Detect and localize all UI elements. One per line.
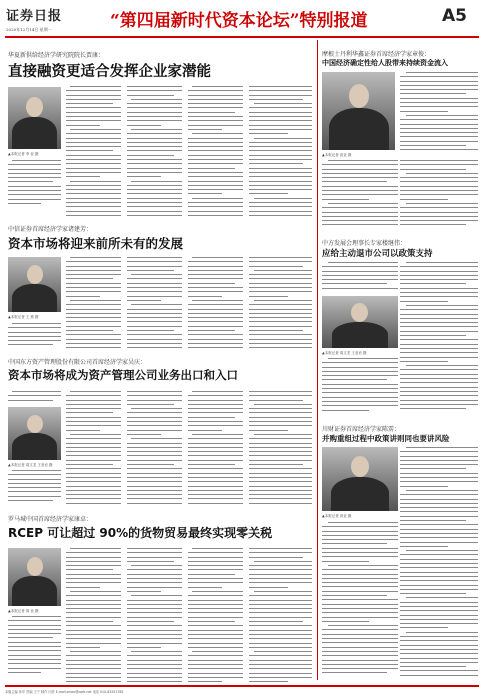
article-title: 直接融资更适合发挥企业家潜能 — [8, 64, 211, 80]
article-body-column — [188, 257, 243, 351]
column-divider — [317, 40, 318, 680]
portrait-photo — [8, 548, 61, 606]
article-lead: 中方发展会理事长专家楼继伟： — [322, 240, 407, 247]
article-body-column — [322, 160, 398, 230]
article-body-column — [400, 262, 478, 418]
article-body-column — [127, 257, 182, 351]
article-body-column — [188, 86, 243, 218]
article-lead: 中国东方资产管理股份有限公司首席经济学家吴庆： — [8, 359, 147, 366]
newspaper-logo: 证券日报 — [6, 9, 63, 24]
article-body-column — [188, 548, 243, 682]
article-lead: 中信证券首席经济学家诸建芳： — [8, 226, 93, 233]
photo-caption: ▲本报记者 高亚 摄 — [322, 514, 352, 518]
article-body-column — [400, 447, 478, 682]
photo-caption: ▲本报记者 周 亚 摄 — [8, 609, 39, 613]
article-lead: 川财证券首席经济学家陈雳： — [322, 426, 401, 433]
article-lead: 华夏新供给经济学研究院院长贾康： — [8, 52, 105, 59]
article-body-column — [188, 391, 243, 506]
article-body-column — [66, 257, 121, 351]
article-lead: 罗马城中国首席经济学家康卓： — [8, 516, 93, 523]
masthead — [0, 0, 484, 40]
article-body-column — [127, 86, 182, 218]
article-title: RCEP 可让超过 90%的货物贸易最终实现零关税 — [8, 526, 273, 540]
portrait-photo — [8, 87, 61, 149]
article-title: 资本市场将成为资产管理公司业务出口和入口 — [8, 368, 238, 382]
article-body-column — [8, 391, 61, 405]
article-body-column — [249, 86, 312, 218]
portrait-photo — [322, 72, 395, 150]
article-body-column — [322, 522, 398, 682]
article-body-column — [66, 391, 121, 506]
article-body-column — [249, 257, 312, 351]
photo-caption: ▲本报记者 周文龙 王亚岩 摄 — [8, 463, 53, 467]
article-body-column — [66, 548, 121, 682]
page-number: A5 — [442, 6, 467, 26]
article-body-column — [322, 262, 398, 294]
article-body-column — [8, 470, 61, 506]
article-title: 并购重组过程中政策讲则同也要讲风险 — [322, 434, 450, 443]
article-title: 中国经济确定性给人股带来持续资金流入 — [322, 59, 448, 67]
header-rule — [5, 36, 479, 38]
article-body-column — [127, 391, 182, 506]
portrait-photo — [322, 296, 398, 348]
issue-date: 2020年12月14日 星期一 — [6, 27, 52, 32]
article-title: 应给主动退市公司以政策支持 — [322, 249, 433, 259]
article-body-column — [8, 616, 61, 682]
portrait-photo — [322, 447, 398, 511]
article-body-column — [8, 160, 61, 218]
article-body-column — [400, 160, 478, 230]
photo-caption: ▲本报记者 李 亚 摄 — [8, 152, 39, 156]
article-body-column — [322, 358, 398, 418]
portrait-photo — [8, 257, 61, 312]
page-banner-title: “第四届新时代资本论坛”特别报道 — [110, 11, 368, 31]
article-body-column — [249, 548, 312, 682]
article-body-column — [8, 323, 61, 351]
article-body-column — [400, 72, 478, 152]
portrait-photo — [8, 407, 61, 460]
footer-rule — [5, 685, 479, 687]
photo-caption: ▲本报记者 周文龙 王亚岩 摄 — [322, 351, 367, 355]
article-body-column — [127, 548, 182, 682]
page-footer: 本版主编 孙华 责编 王宁 制作 闫亮 E-mail:zmzx@zqrb.net 电话 010-83251785 — [5, 690, 124, 694]
article-body-column — [249, 391, 312, 506]
article-title: 资本市场将迎来前所未有的发展 — [8, 236, 184, 251]
article-lead: 摩根士丹利华鑫证券首席经济学家章俊： — [322, 51, 431, 58]
photo-caption: ▲本报记者 高亚 摄 — [322, 153, 352, 157]
photo-caption: ▲本报记者 王 燕 摄 — [8, 315, 39, 319]
article-body-column — [66, 86, 121, 218]
